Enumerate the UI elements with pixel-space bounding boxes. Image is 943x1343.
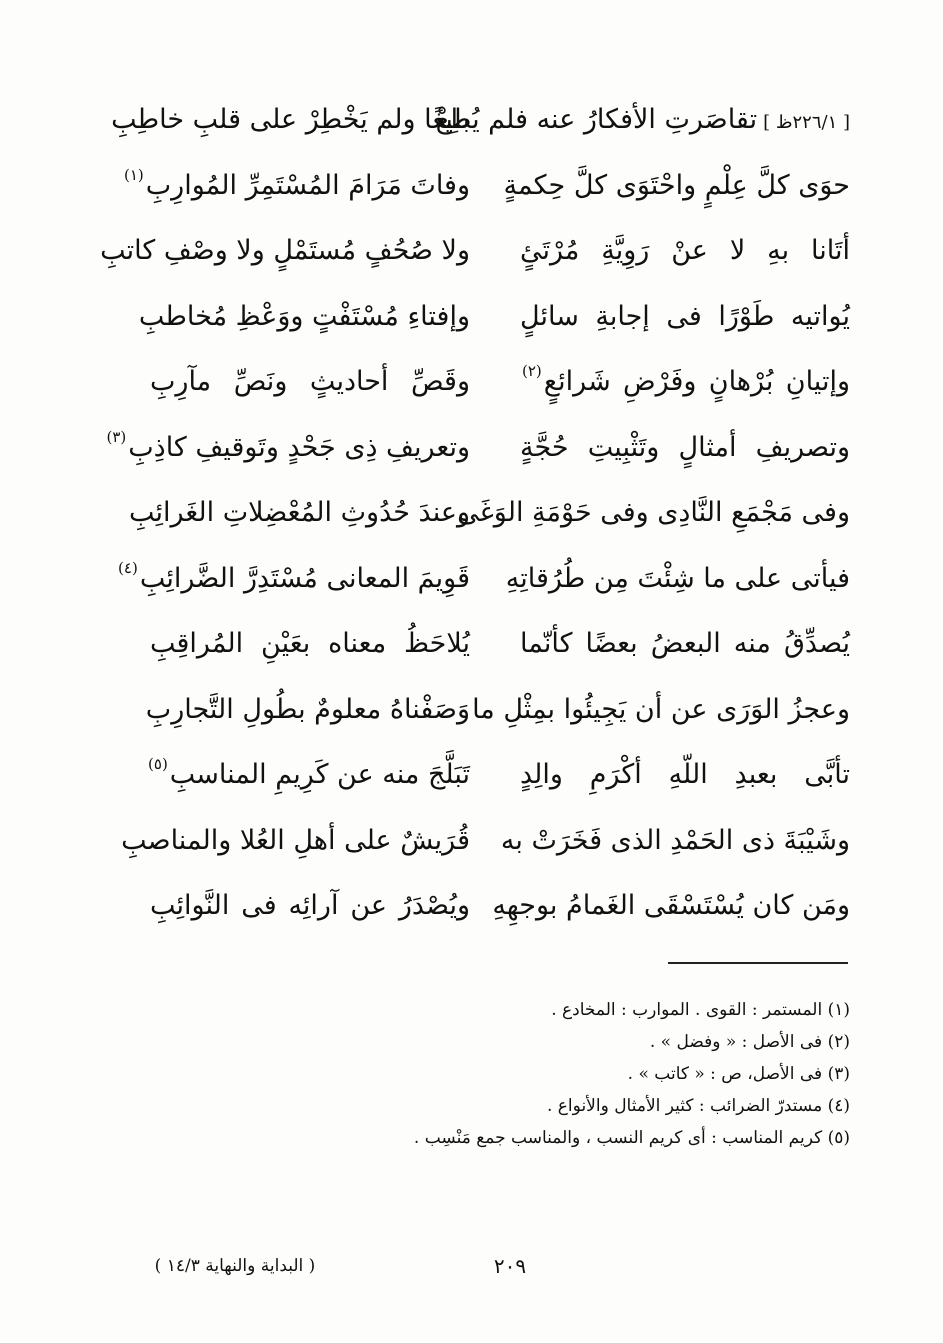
- footnote: (٣) فى الأصل، ص : « كاتب » .: [627, 1064, 850, 1084]
- verse-row: [100, 223, 850, 289]
- verse-right-hemistich: وفى مَجْمَعِ النَّادِى وفى حَوْمَةِ الوَغَى: [457, 497, 850, 528]
- hemistich-text: وفاتَ مَرَامَ المُسْتَمِرِّ المُوارِبِ: [145, 169, 470, 201]
- verse-left-hemistich: وعندَ حُدُوثِ المُعْضِلاتِ الغَرائِبِ: [128, 497, 470, 528]
- footnote: (١) المستمر : القوى . الموارب : المخادع .: [551, 1000, 850, 1020]
- verse-left-hemistich: وَصَفْناهُ معلومٌ بطُولِ التَّجارِبِ: [145, 693, 470, 725]
- hemistich-text: وإتيانِ بُرْهانٍ وفَرْضِ شَرائعٍ: [543, 366, 850, 397]
- footnotes: [380, 994, 850, 1154]
- verse-right-hemistich: يُواتيه طَوْرًا فى إجابةِ سائلٍ: [520, 300, 850, 332]
- verse-right-hemistich: فيأتى على ما شِئْتَ مِن طُرُقاتِهِ: [505, 562, 850, 594]
- verse-row: [150, 354, 850, 420]
- hemistich-text: تقاصَرتِ الأفكارُ عنه فلم يُطِعْ: [435, 104, 758, 135]
- verse-right-hemistich: ومَن كان يُسْتَسْقَى الغَمامُ بوجهِهِ: [492, 890, 850, 921]
- verse-left-hemistich: يُلاحَظُ معناه بعَيْنِ المُراقِبِ: [150, 628, 470, 659]
- verse-left-hemistich: وإفتاءِ مُسْتَفْتٍ ووَعْظِ مُخاطبِ: [138, 300, 470, 332]
- footnote: (٢) فى الأصل : « وفضل » .: [649, 1032, 850, 1052]
- verse-left-hemistich: [106, 427, 470, 471]
- page-number: ٢٠٩: [493, 1254, 527, 1278]
- verse-left-hemistich: ولا صُحُفٍ مُستَمْلٍ ولا وصْفِ كاتبِ: [100, 235, 470, 266]
- verse-row: [111, 92, 850, 158]
- running-footer: ( البداية والنهاية ١٤/٣ ): [154, 1256, 316, 1276]
- footnote: (٥) كريم المناسب : أى كريم النسب ، والمناسب جمع مَنْسِب .: [413, 1128, 850, 1148]
- footnote-marker: (٣): [106, 427, 127, 446]
- verse-row: [145, 682, 850, 748]
- verse-left-hemistich: [118, 558, 470, 602]
- verse-row: [150, 878, 850, 944]
- verse-row: [128, 485, 850, 551]
- footnote-marker: (٤): [118, 558, 138, 577]
- verse-row: [121, 813, 850, 879]
- verse-right-hemistich: وشَيْبَةَ ذى الحَمْدِ الذى فَخَرَتْ به: [500, 824, 850, 856]
- verse-row: [106, 420, 850, 486]
- footnote: (٤) مستدرّ الضرائب : كثير الأمثال والأنواع .: [546, 1096, 850, 1116]
- verse-right-hemistich: [435, 100, 850, 143]
- verse-right-hemistich: أتَانا بهِ لا عنْ رَوِيَّةِ مُرْتَئٍ: [520, 235, 850, 266]
- verse-left-hemistich: [150, 755, 470, 798]
- verse-right-hemistich: [520, 362, 850, 405]
- verse-left-hemistich: بليغًا ولم يَخْطِرْ على قلبِ خاطِبِ: [111, 104, 470, 135]
- footnote-marker: (٢): [522, 362, 542, 380]
- hemistich-text: تَبَلَّجَ منه عن كَرِيمِ المناسبِ: [169, 759, 470, 790]
- verse-right-hemistich: وتصريفِ أمثالٍ وتَثْبِيتِ حُجَّةٍ: [520, 431, 850, 463]
- verse-left-hemistich: ويُصْدَرُ عن آرائِه فى النَّوائِبِ: [150, 890, 470, 921]
- verse-row: [150, 616, 850, 682]
- verse-row: [150, 747, 850, 813]
- verse-left-hemistich: [123, 165, 470, 209]
- verse-row: [123, 158, 850, 224]
- verse-row: [138, 289, 850, 355]
- hemistich-text: وتعريفِ ذِى جَحْدٍ وتَوقيفِ كاذِبِ: [128, 431, 470, 463]
- footnote-marker: (٥): [148, 755, 168, 773]
- verse-right-hemistich: تأبَّى بعبدِ اللّهِ أكْرَمِ والِدٍ: [520, 759, 850, 790]
- verse-row: [118, 551, 850, 617]
- footnote-separator: [668, 962, 848, 964]
- verse-right-hemistich: يُصدِّقُ منه البعضُ بعضًا كأنّما: [520, 628, 850, 659]
- verse-right-hemistich: وعجزُ الوَرَى عن أن يَجِيئُوا بمِثْلِ ما: [472, 693, 850, 725]
- poem: [100, 92, 850, 944]
- hemistich-text: قَوِيمَ المعانى مُسْتَدِرَّ الضَّرائِبِ: [139, 562, 470, 594]
- verse-left-hemistich: قُرَيشٌ على أهلِ العُلا والمناصبِ: [121, 824, 470, 856]
- footnote-marker: (١): [123, 165, 144, 184]
- verse-right-hemistich: حوَى كلَّ عِلْمٍ واحْتَوَى كلَّ حِكمةٍ: [503, 169, 850, 201]
- folio-reference: [ ٢٢٦/١ظ ]: [763, 112, 850, 133]
- verse-left-hemistich: وقَصِّ أحاديثٍ ونَصِّ مآرِبِ: [150, 366, 470, 397]
